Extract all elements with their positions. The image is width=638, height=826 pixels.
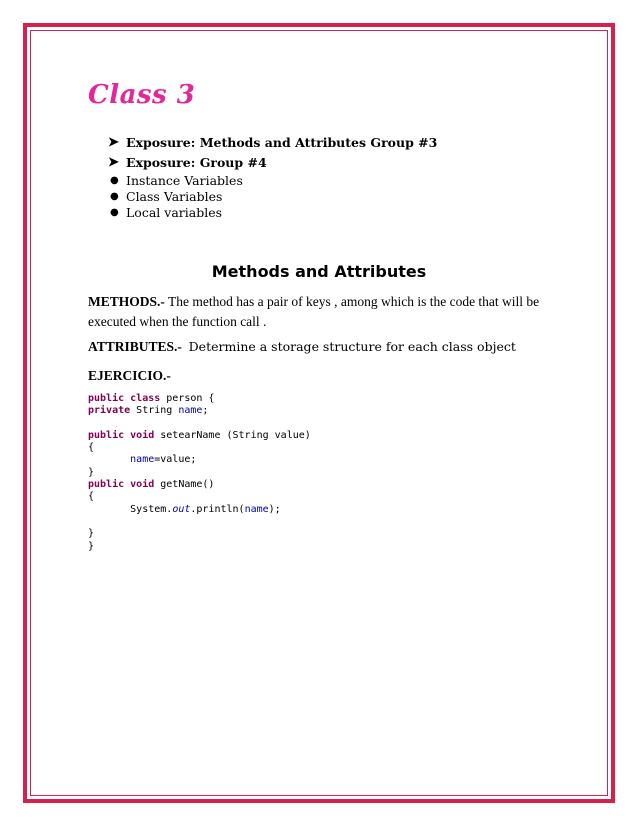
arrow-bullet-icon: ➤	[108, 155, 119, 170]
code-text: }	[88, 540, 95, 552]
code-keyword: public	[88, 429, 125, 441]
dot-bullet-icon: ●	[110, 207, 119, 218]
list-item	[108, 189, 437, 205]
code-text: =value;	[154, 454, 197, 466]
list-item	[108, 133, 437, 153]
code-keyword: public	[88, 479, 125, 491]
methods-paragraph	[88, 292, 558, 332]
code-line	[88, 430, 311, 442]
code-text: String	[130, 405, 179, 417]
list-item-label: Exposure: Group #4	[126, 155, 267, 170]
list-item-label: Exposure: Methods and Attributes Group #3	[126, 135, 438, 150]
section-heading: Methods and Attributes	[211, 262, 427, 281]
code-static-field: out	[172, 503, 191, 515]
code-text: .println(	[190, 503, 245, 515]
dot-bullet-icon: ●	[110, 175, 119, 186]
attributes-paragraph	[88, 337, 558, 357]
code-text: ;	[202, 405, 209, 417]
code-keyword: private	[88, 405, 131, 417]
arrow-bullet-icon: ➤	[108, 135, 119, 150]
dot-bullet-icon: ●	[110, 191, 119, 202]
code-block	[88, 393, 311, 553]
list-item-label: Instance Variables	[126, 173, 243, 188]
code-keyword: void	[130, 429, 155, 441]
code-text: System.	[130, 503, 173, 515]
code-line	[88, 454, 311, 466]
list-item-label: Class Variables	[126, 189, 223, 204]
code-field: name	[178, 405, 203, 417]
code-keyword: class	[130, 393, 161, 404]
topic-list	[108, 133, 437, 221]
code-line	[88, 467, 311, 479]
exercise-label	[88, 366, 558, 386]
code-line	[88, 393, 311, 405]
code-text: }	[88, 466, 95, 478]
code-line	[88, 405, 311, 417]
exercise-label-text: EJERCICIO.-	[88, 368, 171, 383]
page-title: Class 3	[88, 80, 196, 110]
list-item	[108, 173, 437, 189]
code-line	[88, 491, 311, 503]
code-text: }	[88, 528, 95, 540]
code-text: );	[268, 503, 281, 515]
code-line	[88, 528, 311, 540]
code-keyword: void	[130, 479, 155, 491]
code-line	[88, 504, 311, 516]
code-field: name	[130, 454, 155, 466]
attributes-text: Determine a storage structure for each class object	[188, 339, 516, 354]
code-keyword: public	[88, 393, 125, 404]
code-text: getName()	[154, 479, 215, 491]
list-item-label: Local variables	[126, 205, 223, 220]
code-line	[88, 541, 311, 553]
list-item	[108, 153, 437, 173]
code-text: {	[88, 442, 95, 454]
code-text: setearName (String value)	[154, 429, 311, 441]
code-text: {	[88, 491, 95, 503]
list-item	[108, 205, 437, 221]
attributes-label: ATTRIBUTES.-	[88, 339, 182, 354]
code-line	[88, 479, 311, 491]
methods-text: The method has a pair of keys , among which is the code that will be executed when the function call .	[88, 294, 540, 329]
code-field: name	[244, 503, 269, 515]
code-line	[88, 442, 311, 454]
methods-label: METHODS.-	[88, 294, 165, 309]
code-text: person {	[160, 393, 215, 404]
